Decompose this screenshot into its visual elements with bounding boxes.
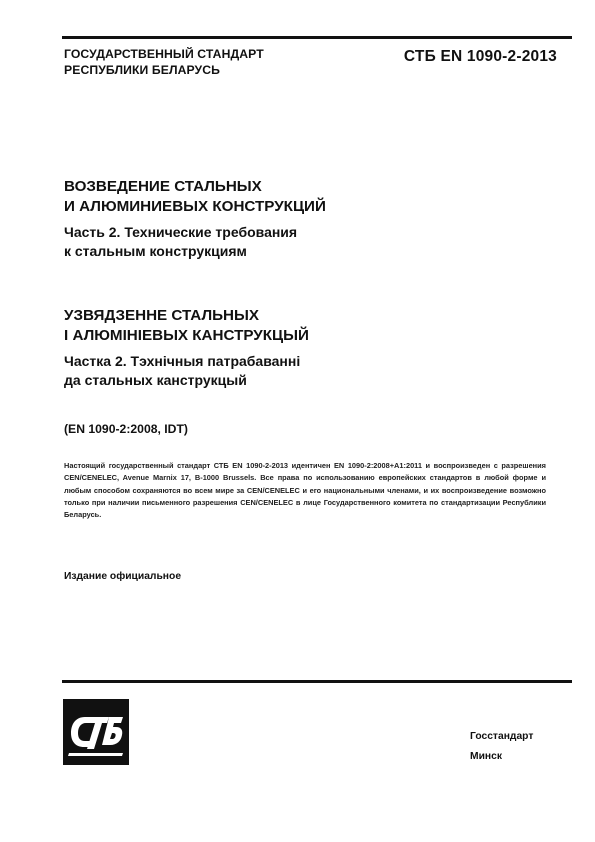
copyright-notice: Настоящий государственный стандарт СТБ EN 1090-2-2013 идентичен EN 1090-2:2008+A1:2011 и воспроизведен с разрешения CEN/CENELEC, Avenue Marnix 17, B-1000 Brussels. Все права по использованию европейских стандартов в любой форме и любым способом сохраняются во всем мире за CEN/CENELEC и его национальными членами, и их воспроизведение возможно только при наличии письменного разрешения CEN/CENELEC в лице Государственного комитета по стандартизации Республики Беларусь.	[64, 461, 546, 520]
title-block-russian	[64, 177, 544, 261]
title-ru-part-line-2: к стальным конструкциям	[64, 243, 247, 259]
issuer-line-2: РЕСПУБЛИКИ БЕЛАРУСЬ	[64, 63, 221, 77]
title-block-belarusian	[64, 306, 544, 390]
title-by-part	[64, 352, 544, 390]
standard-designation: СТБ EN 1090-2-2013	[403, 48, 557, 65]
title-by-main-line-2: І АЛЮМІНІЕВЫХ КАНСТРУКЦЫЙ	[64, 327, 309, 344]
identity-note: (EN 1090-2:2008, IDT)	[64, 422, 188, 436]
title-ru-main-line-1: ВОЗВЕДЕНИЕ СТАЛЬНЫХ	[64, 178, 262, 195]
title-by-main-line-1: УЗВЯДЗЕННЕ СТАЛЬНЫХ	[64, 307, 260, 324]
title-ru-main-line-2: И АЛЮМИНИЕВЫХ КОНСТРУКЦИЙ	[64, 198, 326, 215]
issuer-line-1: ГОСУДАРСТВЕННЫЙ СТАНДАРТ	[64, 47, 264, 61]
publisher-name: Госстандарт	[470, 731, 534, 742]
top-rule	[62, 36, 572, 39]
stb-logo-icon	[63, 699, 129, 765]
edition-label: Издание официальное	[64, 571, 182, 582]
title-by-main	[64, 306, 544, 346]
issuer-block	[64, 46, 264, 78]
stb-logo	[63, 699, 129, 765]
title-ru-main	[64, 177, 544, 217]
publisher-block	[470, 727, 533, 767]
title-by-part-line-1: Частка 2. Тэхнічныя патрабаванні	[64, 353, 301, 369]
title-ru-part	[64, 223, 544, 261]
publisher-city: Минск	[470, 751, 503, 762]
bottom-rule	[62, 680, 572, 683]
title-ru-part-line-1: Часть 2. Технические требования	[64, 224, 298, 240]
title-by-part-line-2: да стальных канструкцый	[64, 372, 247, 388]
